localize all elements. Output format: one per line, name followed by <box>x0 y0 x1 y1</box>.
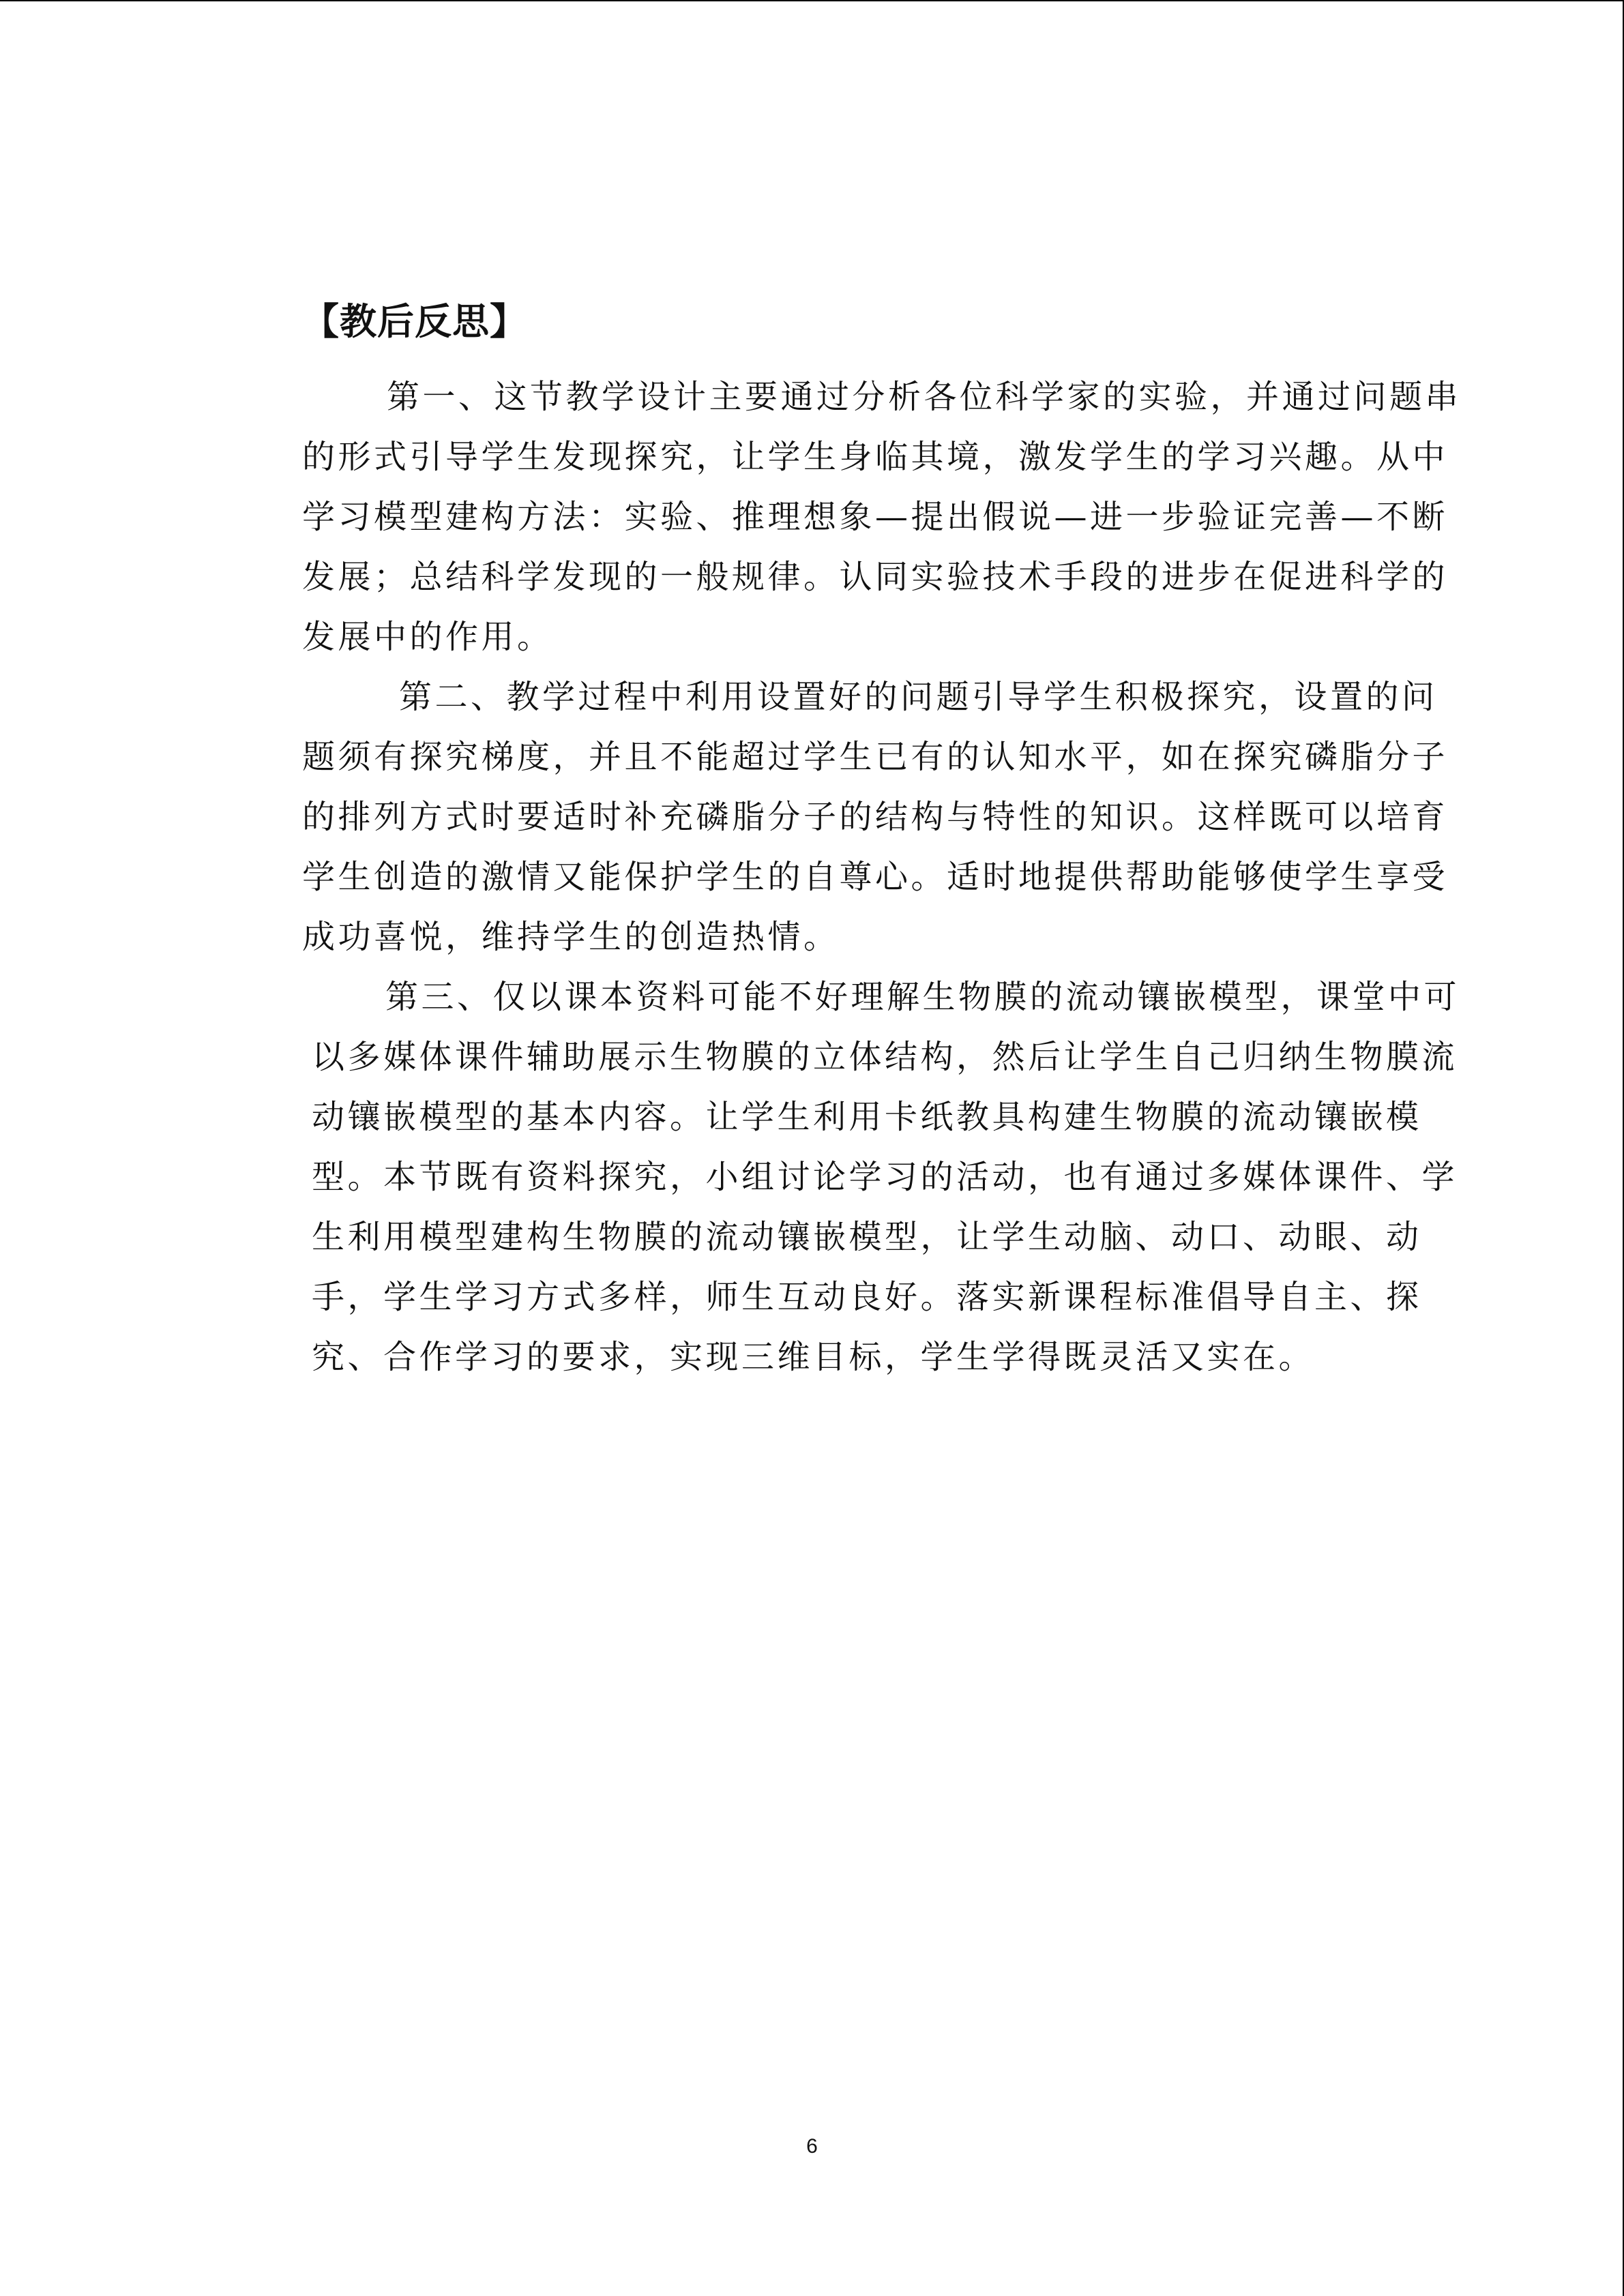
paragraph-3-line-5: 生利用模型建构生物膜的流动镶嵌模型，让学生动脑、动口、动眼、动 <box>312 1218 1422 1256</box>
page-number: 6 <box>806 2135 818 2158</box>
paragraph-1-line-3: 学习模型建构方法：实验、推理想象—提出假说—进一步验证完善—不断 <box>302 498 1449 536</box>
paragraph-1-line-4: 发展；总结科学发现的一般规律。认同实验技术手段的进步在促进科学的 <box>302 558 1449 596</box>
paragraph-3-line-2: 以多媒体课件辅助展示生物膜的立体结构，然后让学生自己归纳生物膜流 <box>312 1038 1458 1076</box>
paragraph-2-line-5: 成功喜悦，维持学生的创造热情。 <box>302 918 840 956</box>
paragraph-2-line-4: 学生创造的激情又能保护学生的自尊心。适时地提供帮助能够使学生享受 <box>302 858 1449 896</box>
section-heading: 【教后反思】 <box>302 300 527 343</box>
paragraph-1-line-1: 第一、这节教学设计主要通过分析各位科学家的实验，并通过问题串 <box>387 378 1462 416</box>
paragraph-2-line-3: 的排列方式时要适时补充磷脂分子的结构与特性的知识。这样既可以培育 <box>302 798 1449 836</box>
paragraph-1-line-2: 的形式引导学生发现探究，让学生身临其境，激发学生的学习兴趣。从中 <box>302 438 1449 476</box>
paragraph-2-line-1: 第二、教学过程中利用设置好的问题引导学生积极探究，设置的问 <box>399 678 1438 716</box>
paragraph-3-line-7: 究、合作学习的要求，实现三维目标，学生学得既灵活又实在。 <box>312 1338 1315 1376</box>
paragraph-3-line-6: 手，学生学习方式多样，师生互动良好。落实新课程标准倡导自主、探 <box>312 1278 1422 1316</box>
paragraph-3-line-3: 动镶嵌模型的基本内容。让学生利用卡纸教具构建生物膜的流动镶嵌模 <box>312 1098 1422 1136</box>
paragraph-3-line-1: 第三、仅以课本资料可能不好理解生物膜的流动镶嵌模型，课堂中可 <box>385 978 1460 1016</box>
paragraph-3-line-4: 型。本节既有资料探究，小组讨论学习的活动，也有通过多媒体课件、学 <box>312 1158 1458 1196</box>
paragraph-1-line-5: 发展中的作用。 <box>302 618 553 656</box>
paragraph-2-line-2: 题须有探究梯度，并且不能超过学生已有的认知水平，如在探究磷脂分子 <box>302 738 1449 776</box>
